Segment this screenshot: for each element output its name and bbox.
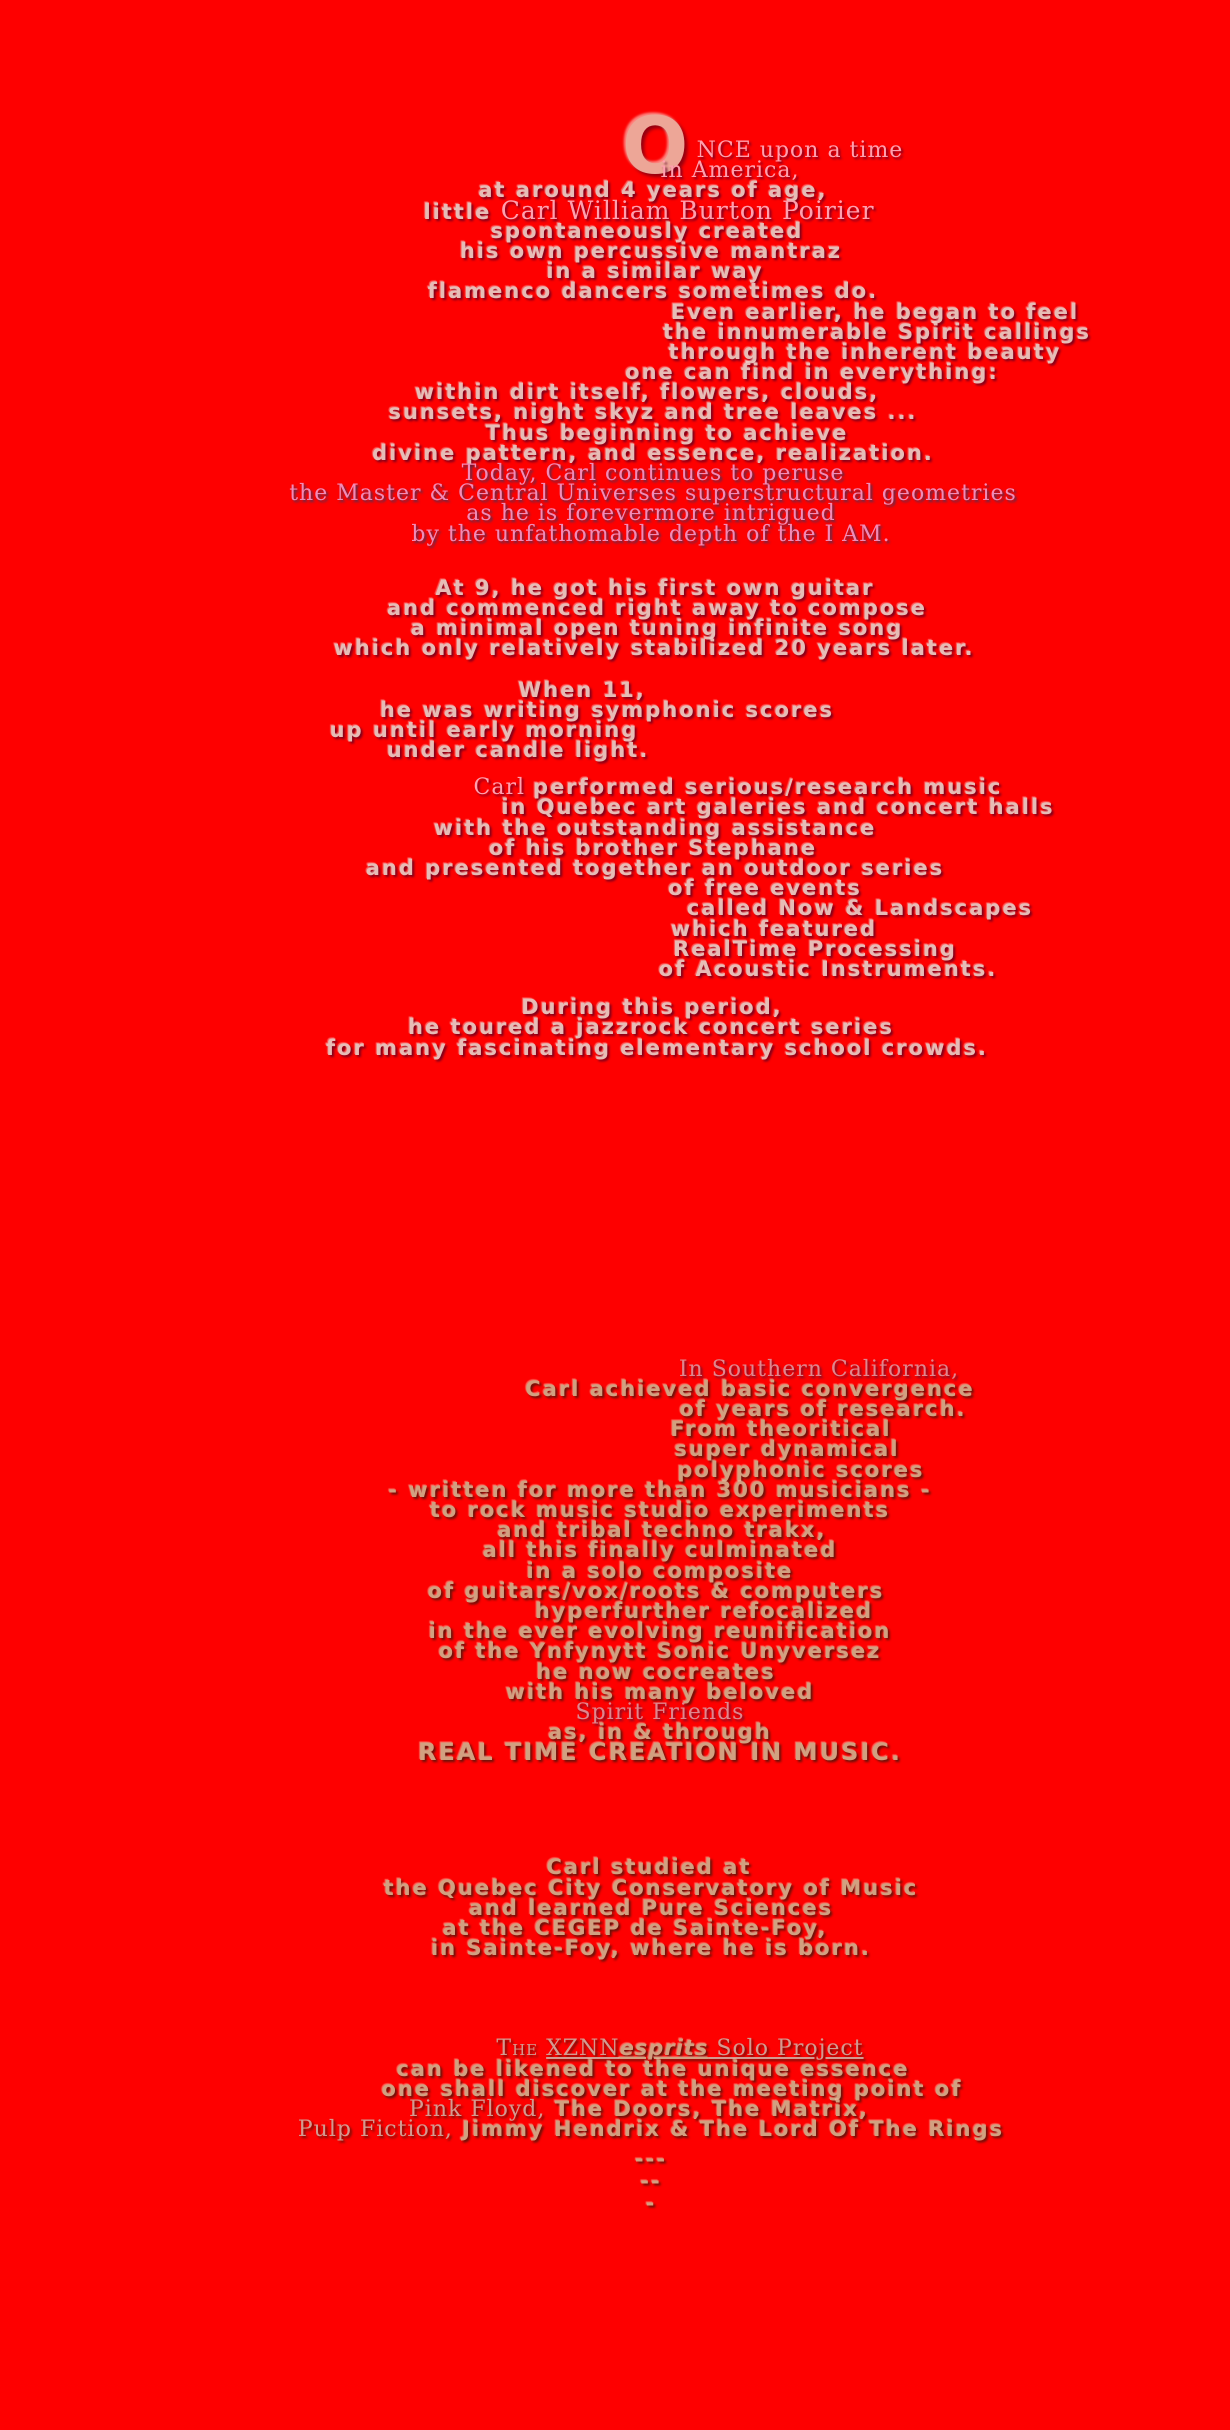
text-line [38, 279, 1230, 304]
text-run: sunsets, night skyz and tree leaves ... [388, 400, 918, 425]
text-line [38, 835, 1230, 860]
text-run: Spirit Friends [575, 1699, 745, 1725]
text-line [57, 2076, 1230, 2101]
story-section-once-upon [0, 138, 1230, 547]
story-section-when-eleven [0, 677, 1230, 763]
text-run: by the unfathomable depth of the I AM. [411, 521, 891, 547]
text-line [40, 259, 1230, 284]
story-section-at-nine [0, 575, 1230, 661]
text-run: the innumerable Spirit callings [663, 319, 1091, 344]
text-run: in the ever evolving reunification [428, 1619, 892, 1644]
text-line [166, 1417, 1230, 1442]
text-run: one can find in everything: [625, 360, 999, 385]
text-line [0, 677, 1197, 702]
drop-cap-letter: O [622, 102, 689, 192]
text-run: In Southern California, [678, 1356, 960, 1382]
text-run: one shall discover at the meeting point of [381, 2076, 963, 2101]
text-run: in America, [660, 158, 800, 184]
text-line [36, 1895, 1230, 1920]
text-run: - written for more than 300 musicians - [388, 1477, 932, 1502]
text-run: Carl William Burton Poirier [500, 195, 875, 225]
text-run: Pink Floyd, [409, 2096, 546, 2122]
text-run: all this finally culminated [482, 1538, 838, 1563]
text-line [208, 1397, 1230, 1422]
text-line [250, 339, 1230, 364]
text-line [135, 1376, 1230, 1401]
text-run: - [645, 2191, 657, 2216]
story-section-california [0, 1356, 1230, 1767]
text-line [20, 1918, 1230, 1938]
xznnesprits-solo-project-link[interactable]: esprits [619, 2036, 709, 2061]
xznnesprits-solo-project-link[interactable]: XZNN [546, 2036, 620, 2062]
text-line [38, 481, 1230, 507]
text-run: he toured a jazzrock concert series [408, 1015, 894, 1040]
text-line [89, 1598, 1230, 1623]
text-line [47, 1518, 1230, 1543]
text-run: for many fascinating elementary school crowds. [325, 1035, 989, 1060]
xznnesprits-solo-project-link[interactable]: Solo Project [708, 2036, 864, 2062]
text-run: with the outstanding assistance [433, 815, 877, 840]
text-run: the Master & Central Universes superstructural geometries [289, 481, 1017, 507]
text-run: a minimal open tuning infinite song [410, 616, 904, 641]
text-line [36, 238, 1230, 263]
text-run: of free events [668, 876, 862, 901]
text-run: under candle light. [386, 738, 650, 763]
text-line [36, 1875, 1230, 1900]
text-line [37, 995, 1230, 1020]
text-line [45, 1639, 1230, 1664]
text-line [245, 896, 1230, 921]
text-line [123, 775, 1230, 801]
text-line [163, 795, 1230, 820]
text-run: can be likened to the unique essence [396, 2056, 910, 2081]
text-line [36, 501, 1230, 527]
story-section-touring [0, 997, 1230, 1058]
text-run: at the CEGEP de Sainte-Foy, [442, 1916, 828, 1940]
text-line [40, 575, 1230, 600]
text-line [40, 815, 1230, 840]
text-line [41, 1659, 1230, 1684]
text-run: of Acoustic Instruments. [658, 956, 998, 981]
text-line [38, 440, 1230, 465]
text-line [39, 636, 1230, 661]
text-line [45, 1679, 1230, 1704]
text-line [0, 738, 1133, 763]
text-run: --- [634, 2147, 668, 2172]
text-line [36, 1015, 1230, 1040]
text-run: Thus beginning to achieve [485, 420, 849, 445]
text-run: his own percussive mantraz [459, 238, 843, 263]
text-run: at around 4 years of age, [478, 178, 828, 203]
text-run: which only relatively stabilized 20 years later. [333, 636, 975, 661]
text-run: and tribal techno trakx, [497, 1518, 827, 1543]
text-run: polyphonic scores [677, 1457, 925, 1482]
text-run: Carl [473, 775, 534, 801]
text-line [65, 2036, 1230, 2062]
text-line [115, 158, 1230, 184]
text-line [45, 1477, 1230, 1502]
dot-line [36, 2192, 1230, 2214]
text-run: the Quebec City Conservatory of Music [383, 1875, 919, 1900]
text-run: of his brother Stephane [488, 835, 818, 860]
text-line [45, 1738, 1230, 1767]
text-run: divine pattern, and essence, realization. [372, 440, 934, 465]
text-line [200, 936, 1230, 961]
text-line [204, 1356, 1230, 1382]
text-line [185, 138, 1230, 163]
text-line [38, 461, 1230, 486]
text-line [42, 1035, 1230, 1060]
text-line [52, 420, 1230, 445]
story-section-xznn [0, 2036, 1230, 2143]
text-run: to rock music studio experiments [429, 1498, 891, 1522]
text-run: Carl achieved basic convergence [525, 1376, 975, 1401]
text-run: The [496, 2036, 547, 2062]
text-run: Pulp Fiction, [297, 2117, 453, 2143]
text-line [0, 717, 1099, 742]
text-line [197, 360, 1230, 385]
text-line [38, 2056, 1230, 2081]
text-run: he now cocreates [536, 1659, 776, 1684]
text-run: super dynamical [674, 1437, 900, 1462]
text-line [159, 916, 1230, 941]
text-run: little [423, 199, 501, 224]
text-line [45, 1558, 1230, 1583]
text-run: During this period, [521, 995, 783, 1020]
text-run: At 9, he got his first own guitar [435, 575, 875, 600]
text-run: up until early morning [329, 717, 639, 742]
text-run: and commenced right away to compose [386, 595, 928, 620]
text-line [36, 1936, 1230, 1961]
text-run: in Sainte-Foy, where he is born. [431, 1936, 871, 1961]
text-line [36, 2117, 1230, 2143]
story-section-performed [0, 777, 1230, 979]
text-run: he was writing symphonic scores [379, 697, 835, 722]
text-run: Jimmy Hendrix & The Lord Of The Rings [452, 2117, 1005, 2142]
text-run: of years of research. [679, 1397, 967, 1422]
text-run: in a solo composite [526, 1558, 794, 1583]
text-line [45, 1699, 1230, 1725]
text-run: and presented together an outdoor series [365, 856, 945, 880]
text-line [36, 521, 1230, 547]
text-run: which featured [670, 916, 878, 941]
story-section-studies [0, 1855, 1230, 1961]
text-line [45, 1500, 1230, 1520]
text-line [32, 218, 1230, 243]
text-run: -- [640, 2169, 662, 2194]
text-line [42, 595, 1230, 620]
text-line [260, 299, 1230, 324]
text-line [41, 1578, 1230, 1603]
text-run: REAL TIME CREATION IN MUSIC. [417, 1738, 903, 1767]
text-run: and learned Pure Sciences [468, 1895, 834, 1920]
text-line [186, 1457, 1230, 1482]
text-line [32, 380, 1230, 405]
text-run: hyperfurther refocalized [534, 1598, 874, 1623]
text-run: From theoritical [670, 1417, 892, 1442]
text-line [40, 858, 1230, 878]
text-run: as, in & through [548, 1720, 772, 1745]
text-run: within dirt itself, flowers, clouds, [414, 380, 880, 405]
text-run: performed serious/research music [533, 775, 1003, 800]
dot-line [36, 2170, 1230, 2192]
text-run: with his many beloved [505, 1679, 815, 1704]
text-line [213, 956, 1230, 981]
story-section-dots [0, 2148, 1230, 2214]
text-run: NCE upon a time [696, 138, 904, 163]
text-run: Even earlier, he began to feel [670, 299, 1080, 324]
text-line [45, 1619, 1230, 1644]
text-run: RealTime Processing [673, 936, 957, 961]
text-line [150, 876, 1230, 901]
text-run: called Now & Landscapes [686, 896, 1034, 921]
dot-line [36, 2148, 1230, 2170]
text-run: When 11, [518, 677, 646, 702]
text-line [24, 2096, 1230, 2122]
text-run: flamenco dancers sometimes do. [427, 279, 879, 304]
text-run: Carl studied at [546, 1855, 752, 1880]
text-run: through the inherent beauty [668, 339, 1062, 364]
text-run: spontaneously created [490, 218, 804, 243]
text-run: The Doors, The Matrix, [545, 2096, 869, 2121]
text-line [262, 319, 1230, 344]
text-line [34, 195, 1230, 225]
text-line [45, 1538, 1230, 1563]
text-line [172, 1437, 1230, 1462]
text-run: Today, Carl continues to peruse [461, 461, 845, 486]
text-line [38, 400, 1230, 425]
text-run: in Quebec art galeries and concert halls [501, 795, 1055, 820]
text-line [42, 616, 1230, 641]
text-line [34, 1855, 1230, 1880]
text-run: of guitars/vox/roots & computers [427, 1578, 885, 1603]
text-run: of the Ynfynytt Sonic Unyversez [438, 1639, 882, 1664]
text-run: as he is forevermore intrigued [466, 501, 836, 527]
text-line [0, 697, 1222, 722]
text-run: in a similar way [546, 259, 764, 284]
